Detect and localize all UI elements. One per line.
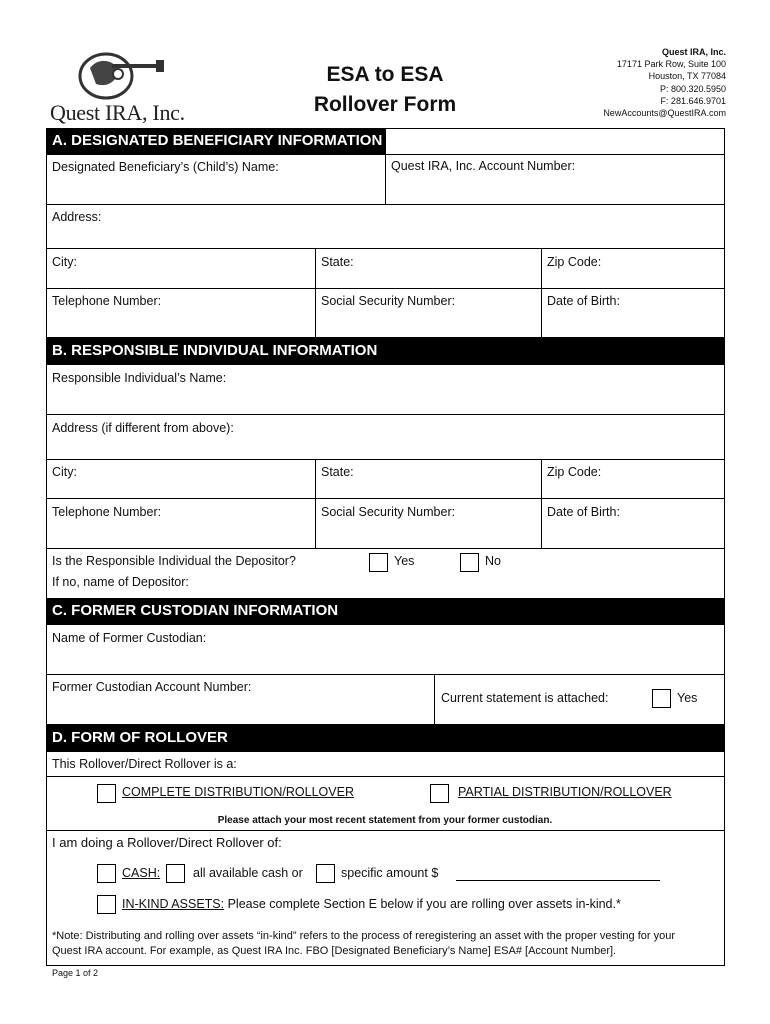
depositor-yes-checkbox[interactable] <box>369 553 388 572</box>
all-cash-checkbox[interactable] <box>166 864 185 883</box>
depositor-question: Is the Responsible Individual the Depositor? <box>52 554 296 568</box>
contact-company: Quest IRA, Inc. <box>661 47 726 57</box>
responsible-name-label: Responsible Individual’s Name: <box>52 371 227 385</box>
city-label: City: <box>52 255 77 269</box>
page-number: Page 1 of 2 <box>52 968 99 978</box>
city-field[interactable] <box>46 248 316 289</box>
title-line2: Rollover Form <box>313 93 457 116</box>
contact-address2: Houston, TX 77084 <box>648 71 726 82</box>
section-b-heading: B. RESPONSIBLE INDIVIDUAL INFORMATION <box>46 338 725 364</box>
state-label: State: <box>321 255 354 269</box>
contact-email: NewAccounts@QuestIRA.com <box>603 108 726 119</box>
statement-yes-label: Yes <box>677 691 698 705</box>
depositor-yes-label: Yes <box>394 554 415 568</box>
beneficiary-name-label: Designated Beneficiary’s (Child’s) Name: <box>52 160 279 174</box>
ssn-label: Social Security Number: <box>321 294 456 308</box>
section-a-top-line <box>340 128 725 129</box>
section-d-heading: D. FORM OF ROLLOVER <box>46 725 725 751</box>
responsible-ssn-label: Social Security Number: <box>321 505 456 519</box>
section-a-heading: A. DESIGNATED BENEFICIARY INFORMATION <box>46 128 386 154</box>
in-kind-label: IN-KIND ASSETS: <box>122 897 225 911</box>
rollover-of-label: I am doing a Rollover/Direct Rollover of: <box>52 835 282 850</box>
rollover-intro-label: This Rollover/Direct Rollover is a: <box>52 757 237 771</box>
in-kind-text: Please complete Section E below if you are rolling over assets in-kind.* <box>227 897 621 911</box>
form-title <box>300 60 470 120</box>
responsible-state-label: State: <box>321 465 354 479</box>
responsible-zip-label: Zip Code: <box>547 465 602 479</box>
statement-attached-label: Current statement is attached: <box>441 691 609 705</box>
contact-fax: F: 281.646.9701 <box>660 95 726 106</box>
partial-distribution-checkbox[interactable] <box>430 784 449 803</box>
responsible-dob-label: Date of Birth: <box>547 505 620 519</box>
cash-checkbox[interactable] <box>97 864 116 883</box>
cash-label: CASH: <box>122 866 161 880</box>
responsible-city-label: City: <box>52 465 77 479</box>
depositor-no-label: No <box>485 554 501 568</box>
specific-amount-input-line[interactable] <box>456 880 660 881</box>
contact-block <box>603 46 726 119</box>
complete-distribution-checkbox[interactable] <box>97 784 116 803</box>
depositor-name-label: If no, name of Depositor: <box>52 575 189 589</box>
account-number-label: Quest IRA, Inc. Account Number: <box>391 159 576 173</box>
specific-amount-label: specific amount $ <box>341 866 439 880</box>
contact-address1: 17171 Park Row, Suite 100 <box>616 59 726 70</box>
depositor-no-checkbox[interactable] <box>460 553 479 572</box>
responsible-city-field[interactable] <box>46 459 316 499</box>
zip-label: Zip Code: <box>547 255 602 269</box>
partial-distribution-label: PARTIAL DISTRIBUTION/ROLLOVER <box>458 785 672 799</box>
former-custodian-name-label: Name of Former Custodian: <box>52 631 207 645</box>
logo-text: Quest IRA, Inc. <box>50 100 185 125</box>
note-line1: *Note: Distributing and rolling over assets “in-kind” refers to the process of reregistering an asset with the proper vesting for your <box>52 930 676 942</box>
dob-label: Date of Birth: <box>547 294 620 308</box>
complete-distribution-label: COMPLETE DISTRIBUTION/ROLLOVER <box>122 785 354 799</box>
responsible-address-label: Address (if different from above): <box>52 421 234 435</box>
all-cash-label: all available cash or <box>193 866 303 880</box>
responsible-telephone-label: Telephone Number: <box>52 505 162 519</box>
telephone-label: Telephone Number: <box>52 294 162 308</box>
attach-statement-note: Please attach your most recent statement from your former custodian. <box>217 815 553 826</box>
in-kind-checkbox[interactable] <box>97 895 116 914</box>
address-label: Address: <box>52 210 102 224</box>
contact-phone: P: 800.320.5950 <box>659 83 726 94</box>
former-custodian-account-label: Former Custodian Account Number: <box>52 680 252 694</box>
company-logo <box>46 48 206 128</box>
beneficiary-address-field[interactable] <box>46 204 725 249</box>
note-line2: Quest IRA account. For example, as Quest IRA Inc. FBO [Designated Beneficiary’s Name] ESA# [Account Number]. <box>52 945 617 957</box>
logo-emblem-icon <box>46 48 206 104</box>
specific-amount-checkbox[interactable] <box>316 864 335 883</box>
section-c-heading: C. FORMER CUSTODIAN INFORMATION <box>46 598 725 624</box>
statement-attached-checkbox[interactable] <box>652 689 671 708</box>
in-kind-row <box>122 897 621 911</box>
title-line1: ESA to ESA <box>326 63 444 86</box>
